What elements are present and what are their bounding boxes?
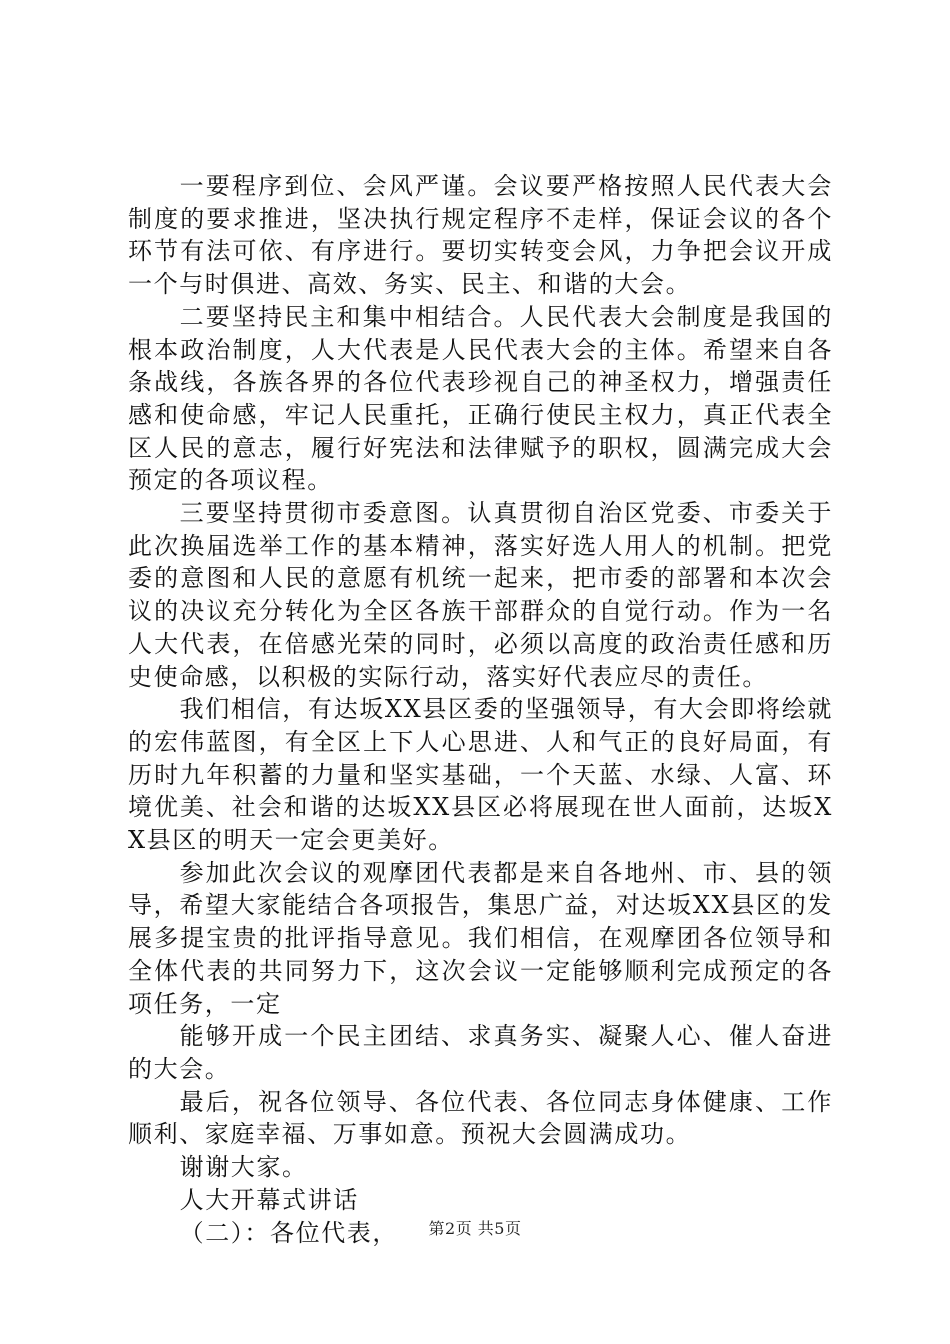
paragraph-democracy: 二要坚持民主和集中相结合。人民代表大会制度是我国的根本政治制度，人大代表是人民代表大会的主体。希望来自各条战线，各族各界的各位代表珍视自己的神圣权力，增强责任感和使命感，牢记人民重托，正确行使民主权力，真正代表全区人民的意志，履行好宪法和法律赋予的职权，圆满完成大会预定的各项议程。 <box>128 302 833 495</box>
paragraph-observers-continued: 能够开成一个民主团结、求真务实、凝聚人心、催人奋进的大会。 <box>128 1022 833 1083</box>
paragraph-closing-wishes: 最后，祝各位领导、各位代表、各位同志身体健康、工作顺利、家庭幸福、万事如意。预祝大会圆满成功。 <box>128 1087 833 1149</box>
paragraph-observers: 参加此次会议的观摩团代表都是来自各地州、市、县的领导，希望大家能结合各项报告，集思广益，对达坂XX县区的发展多提宝贵的批评指导意见。我们相信，在观摩团各位领导和全体代表的共同努力下，这次会议一定能够顺利完成预定的各项任务，一定 <box>128 858 833 1018</box>
section-opening-line: （二）：各位代表， <box>179 1218 398 1247</box>
page-number-footer: 第2页 共5页 <box>428 1219 522 1238</box>
paragraph-party-intent: 三要坚持贯彻市委意图。认真贯彻自治区党委、市委关于此次换届选举工作的基本精神，落实好选人用人的机制。把党委的意图和人民的意愿有机统一起来，把市委的部署和本次会议的决议充分转化为全区各族干部群众的自觉行动。作为一名人大代表，在倍感光荣的同时，必须以高度的政治责任感和历史使命感，以积极的实际行动，落实好代表应尽的责任。 <box>128 499 833 691</box>
paragraph-procedure: 一要程序到位、会风严谨。会议要严格按照人民代表大会制度的要求推进，坚决执行规定程序不走样，保证会议的各个环节有法可依、有序进行。要切实转变会风，力争把会议开成一个与时俱进、高效、务实、民主、和谐的大会。 <box>128 172 833 299</box>
paragraph-confidence: 我们相信，有达坂XX县区委的坚强领导，有大会即将绘就的宏伟蓝图，有全区上下人心思进、人和气正的良好局面，有历时九年积蓄的力量和坚实基础，一个天蓝、水绿、人富、环境优美、社会和谐的达坂XX县区必将展现在世人面前，达坂XX县区的明天一定会更美好。 <box>128 695 833 855</box>
paragraph-thanks: 谢谢大家。 <box>179 1153 308 1182</box>
document-body <box>128 170 833 1249</box>
section-heading: 人大开幕式讲话 <box>179 1185 359 1214</box>
